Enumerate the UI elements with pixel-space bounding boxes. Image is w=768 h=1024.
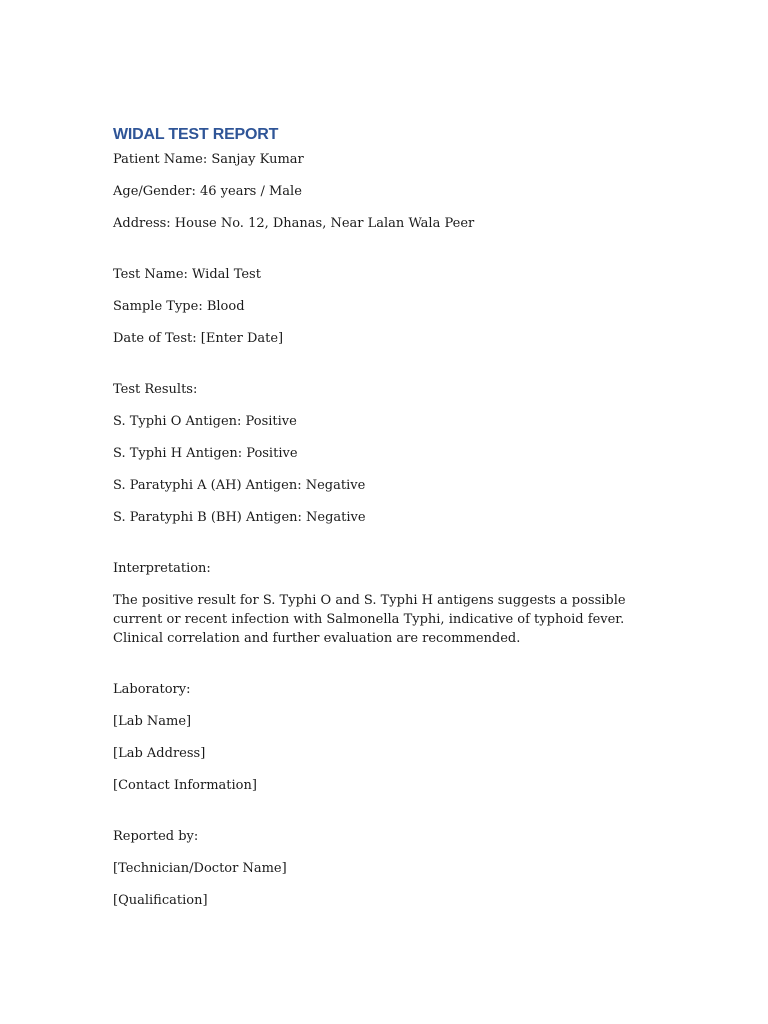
interpretation-text: The positive result for S. Typhi O and S. Typhi H antigens suggests a possible current or recent infection with Salmonella Typhi, indicative of typhoid fever. Clinical correlation and further evaluation are recommended. [113, 593, 626, 646]
reporter-qualification: [Qualification] [113, 893, 208, 908]
lab-address: [Lab Address] [113, 746, 206, 761]
result-item: S. Typhi H Antigen: Positive [113, 446, 298, 461]
results-heading: Test Results: [113, 382, 198, 397]
lab-contact: [Contact Information] [113, 778, 257, 793]
result-item: S. Paratyphi B (BH) Antigen: Negative [113, 510, 366, 525]
laboratory-heading: Laboratory: [113, 682, 191, 697]
section-gap [113, 808, 673, 827]
sample-type: Sample Type: Blood [113, 299, 245, 314]
patient-age-gender: Age/Gender: 46 years / Male [113, 184, 302, 199]
section-gap [113, 361, 673, 380]
result-item: S. Paratyphi A (AH) Antigen: Negative [113, 478, 366, 493]
test-name: Test Name: Widal Test [113, 267, 261, 282]
patient-name: Patient Name: Sanjay Kumar [113, 152, 304, 167]
report-page [113, 124, 673, 923]
section-gap [113, 540, 673, 559]
patient-address: Address: House No. 12, Dhanas, Near Lalan Wala Peer [113, 216, 475, 231]
lab-name: [Lab Name] [113, 714, 192, 729]
result-item: S. Typhi O Antigen: Positive [113, 414, 297, 429]
test-date: Date of Test: [Enter Date] [113, 331, 284, 346]
section-gap [113, 246, 673, 265]
interpretation-heading: Interpretation: [113, 561, 211, 576]
section-gap [113, 661, 673, 680]
report-title: WIDAL TEST REPORT [113, 126, 279, 143]
reported-by-heading: Reported by: [113, 829, 199, 844]
reporter-name: [Technician/Doctor Name] [113, 861, 287, 876]
